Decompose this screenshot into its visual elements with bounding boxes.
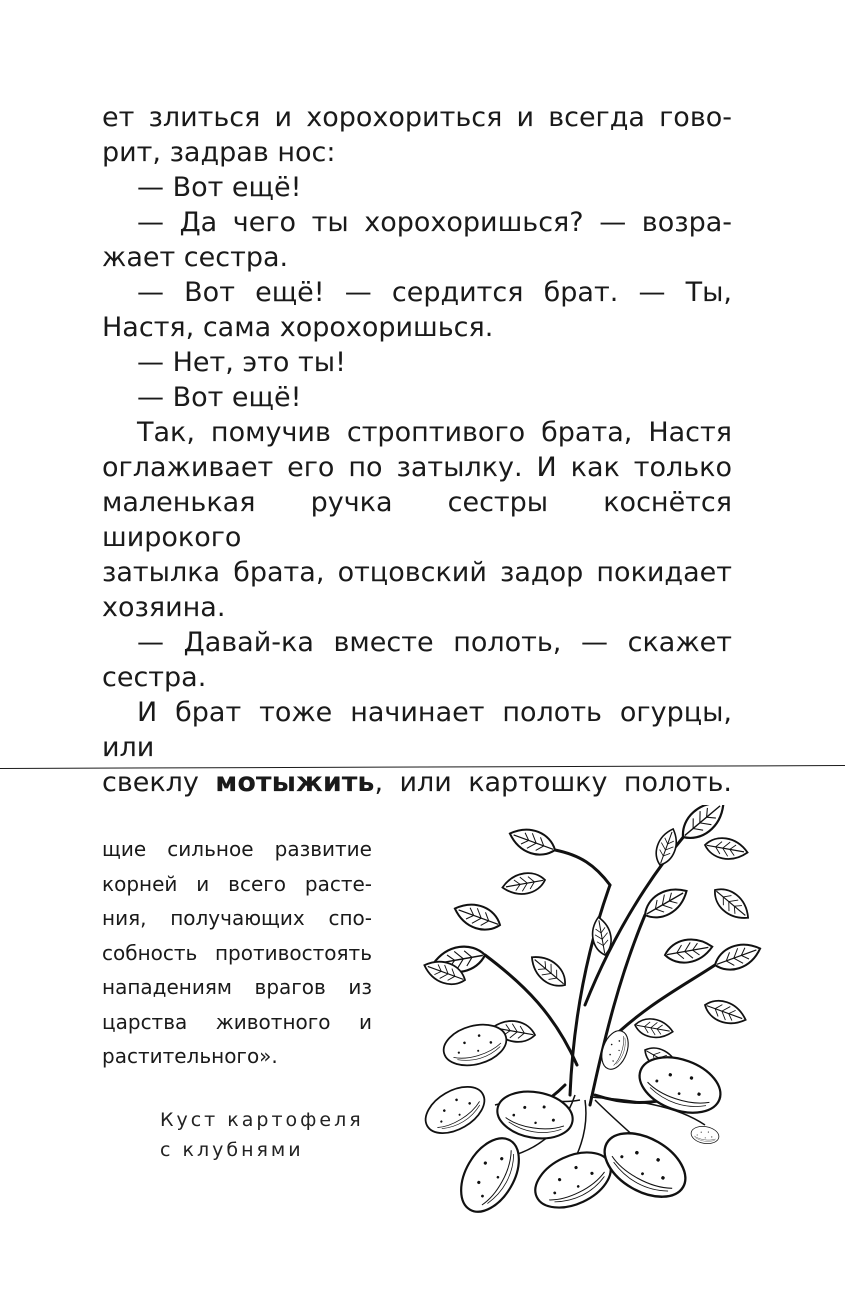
potato-plant-illustration xyxy=(405,805,765,1230)
caption-line: Куст картофеля xyxy=(160,1109,364,1131)
bold-term: мотыжить xyxy=(215,767,375,798)
side-text-line: ния, получающих спо- xyxy=(102,906,372,930)
text-line: хозяина. xyxy=(102,592,226,623)
main-text xyxy=(102,100,732,800)
text-line: И брат тоже начинает полоть огурцы, или xyxy=(102,697,732,763)
side-text-line: собность противостоять xyxy=(102,940,372,965)
text-line: сестра. xyxy=(102,662,207,693)
text-line: затылка брата, отцовский задор покидает xyxy=(102,557,732,588)
text-line: маленькая ручка сестры коснётся широкого xyxy=(102,487,732,553)
side-text-line: растительного». xyxy=(102,1044,278,1068)
text-line: — Да чего ты хорохоришься? — возра- xyxy=(137,207,732,238)
side-text-line: корней и всего расте- xyxy=(102,871,372,896)
illustration-caption xyxy=(160,1105,390,1165)
text-line: — Вот ещё! xyxy=(137,172,302,203)
text-line: оглаживает его по затылку. И как только xyxy=(102,452,732,483)
side-text-line: щие сильное развитие xyxy=(102,837,372,861)
text-fragment: свеклу xyxy=(102,767,216,798)
text-fragment: , или картошку полоть. xyxy=(374,767,732,798)
text-line: — Давай-ка вместе полоть, — скажет xyxy=(137,627,732,658)
text-line: — Нет, это ты! xyxy=(137,347,346,378)
text-line: — Вот ещё! — сердится брат. — Ты, xyxy=(137,277,732,308)
text-line-with-bold-term xyxy=(102,765,732,800)
text-line: — Вот ещё! xyxy=(137,382,302,413)
text-line: рит, задрав нос: xyxy=(102,137,336,168)
side-text-line: нападениям врагов из xyxy=(102,975,372,999)
text-line: ет злиться и хорохориться и всегда гово- xyxy=(102,102,732,133)
side-text-line: царства животного и xyxy=(102,1009,372,1034)
caption-line: с клубнями xyxy=(160,1139,304,1161)
text-line: жает сестра. xyxy=(102,242,289,273)
text-line: Так, помучив строптивого брата, Настя xyxy=(137,417,732,448)
text-line: Настя, сама хорохоришься. xyxy=(102,312,494,343)
side-text xyxy=(102,832,372,1074)
